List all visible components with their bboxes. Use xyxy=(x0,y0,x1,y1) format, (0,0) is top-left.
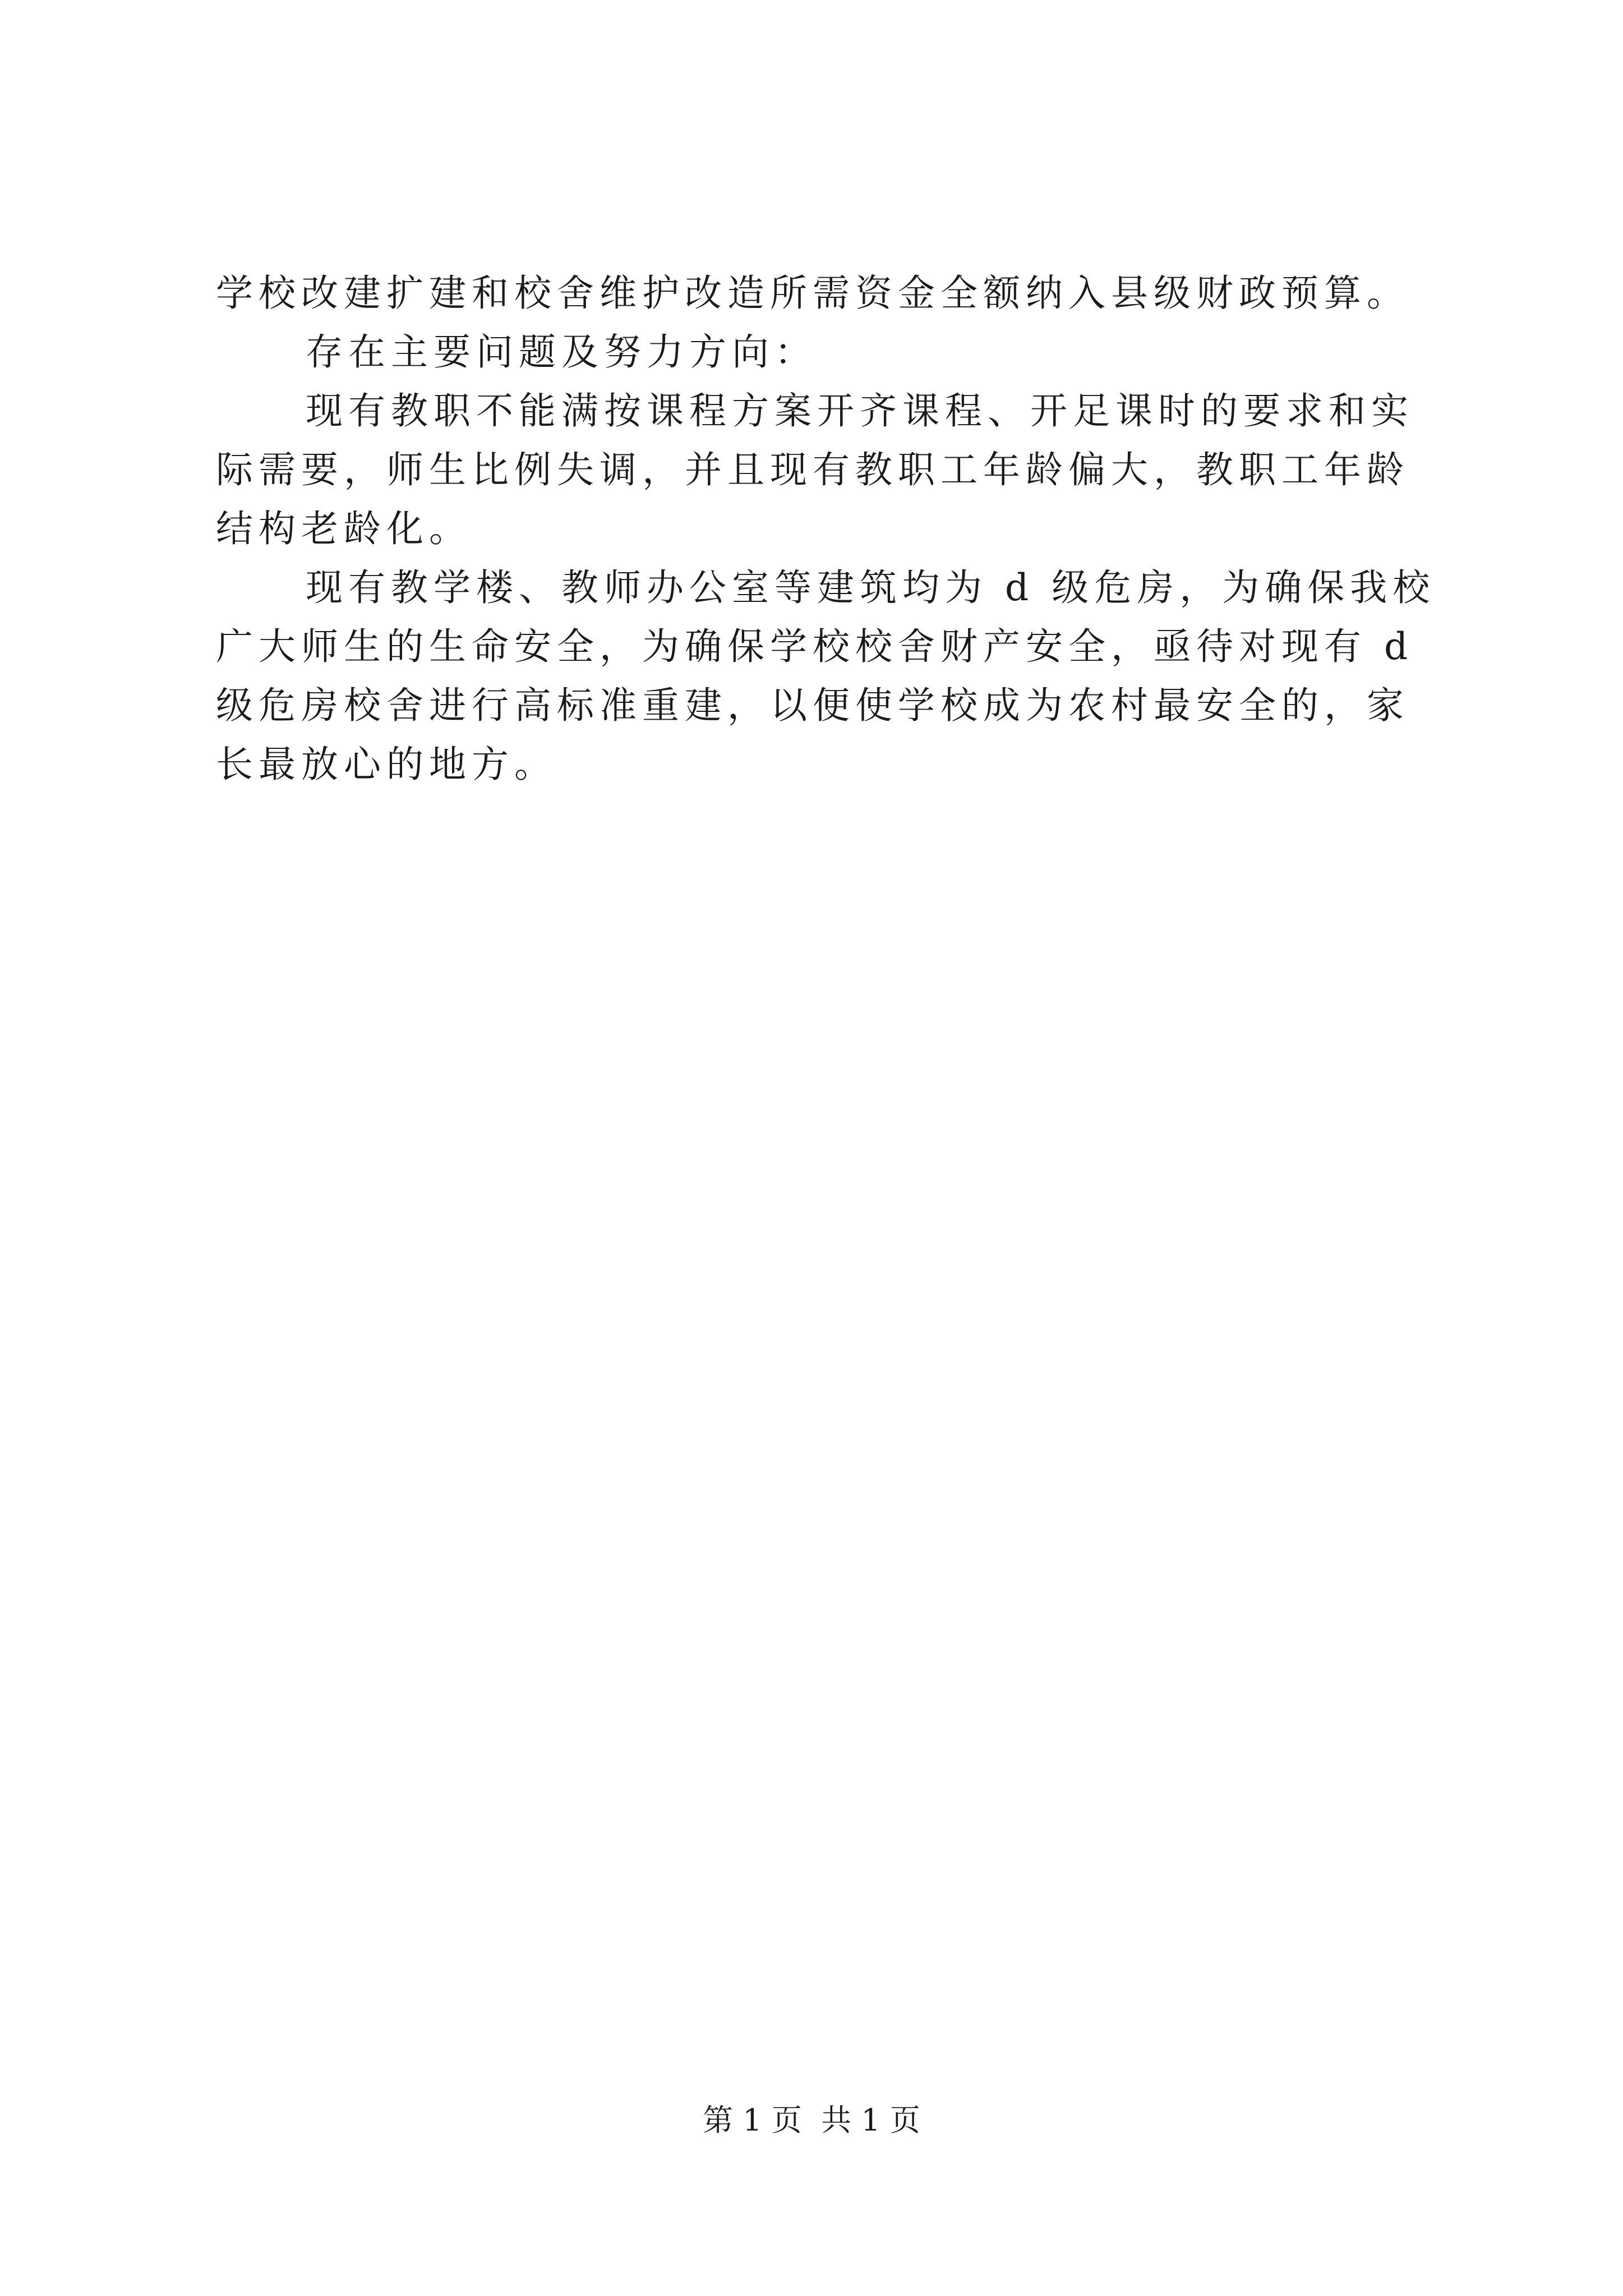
text-line: 际需要，师生比例失调，并且现有教职工年龄偏大，教职工年龄 xyxy=(216,448,1409,491)
text-line: 长最放心的地方。 xyxy=(216,743,557,786)
document-body xyxy=(216,264,1436,794)
text-line: 现有教学楼、教师办公室等建筑均为 d 级危房，为确保我校 xyxy=(306,566,1436,609)
text-line: 级危房校舍进行高标准重建，以便使学校成为农村最安全的，家 xyxy=(216,684,1409,727)
page-footer: 第 1 页 共 1 页 xyxy=(703,2102,920,2138)
text-line: 学校改建扩建和校舍维护改造所需资金全额纳入县级财政预算。 xyxy=(216,272,1409,315)
section-heading: 存在主要问题及努力方向： xyxy=(306,330,817,374)
text-line: 结构老龄化。 xyxy=(216,507,472,550)
text-line: 现有教职不能满按课程方案开齐课程、开足课时的要求和实 xyxy=(306,389,1414,432)
text-line: 广大师生的生命安全，为确保学校校舍财产安全，亟待对现有 d xyxy=(216,625,1414,668)
